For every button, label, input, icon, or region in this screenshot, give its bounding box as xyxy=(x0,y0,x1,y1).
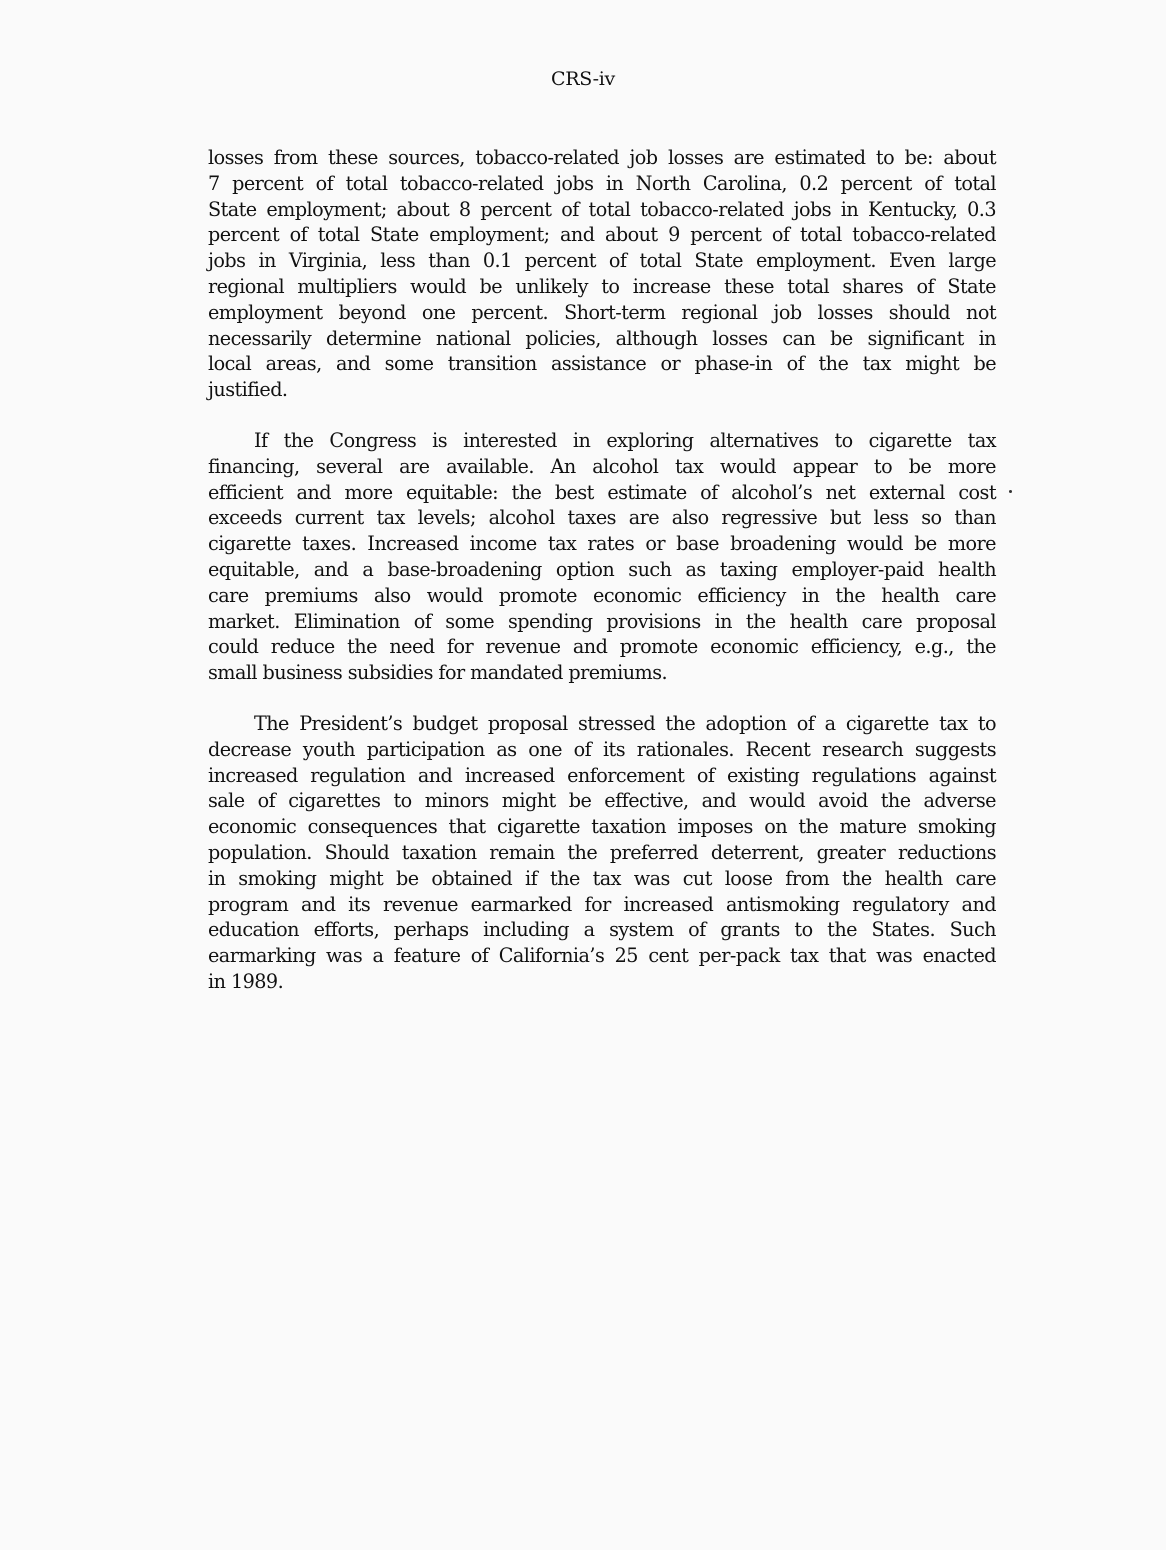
paragraph-alternatives xyxy=(208,428,996,686)
text-line: equitable, and a base-broadening option such as taxing employer-paid health xyxy=(208,557,996,581)
paragraph-job-losses xyxy=(208,145,996,403)
text-line: population. Should taxation remain the preferred deterrent, greater reductions xyxy=(208,840,996,864)
text-line: employment beyond one percent. Short-term regional job losses should not xyxy=(208,300,996,324)
page-header xyxy=(0,68,1166,90)
text-line: The President’s budget proposal stressed the adoption of a cigarette tax to xyxy=(254,711,996,735)
text-line: financing, several are available. An alcohol tax would appear to be more xyxy=(208,454,996,478)
text-line: justified. xyxy=(208,378,288,402)
text-line: sale of cigarettes to minors might be effective, and would avoid the adverse xyxy=(208,789,996,813)
text-line: program and its revenue earmarked for increased antismoking regulatory and xyxy=(208,892,996,916)
text-line: regional multipliers would be unlikely to increase these total shares of State xyxy=(208,274,996,298)
text-line: percent of total State employment; and about 9 percent of total tobacco-related xyxy=(208,223,996,247)
page-label: CRS-iv xyxy=(551,68,615,90)
text-line: decrease youth participation as one of its rationales. Recent research suggests xyxy=(208,737,996,761)
document-body xyxy=(208,145,996,1020)
paragraph-presidents-budget xyxy=(208,711,996,995)
text-line: efficient and more equitable: the best estimate of alcohol’s net external cost xyxy=(208,480,996,504)
text-line: increased regulation and increased enforcement of existing regulations against xyxy=(208,763,996,787)
text-line: earmarking was a feature of California’s 25 cent per-pack tax that was enacted xyxy=(208,944,996,968)
text-line: losses from these sources, tobacco-related job losses are estimated to be: about xyxy=(208,146,996,169)
text-line: could reduce the need for revenue and promote economic efficiency, e.g., the xyxy=(208,635,996,659)
text-line: necessarily determine national policies, although losses can be significant in xyxy=(208,326,996,350)
text-line: small business subsidies for mandated premiums. xyxy=(208,661,668,685)
text-line: If the Congress is interested in exploring alternatives to cigarette tax xyxy=(254,428,996,452)
scan-artifact-dot xyxy=(1009,490,1012,493)
text-line: cigarette taxes. Increased income tax rates or base broadening would be more xyxy=(208,532,996,556)
text-line: care premiums also would promote economic efficiency in the health care xyxy=(208,583,996,607)
text-line: 7 percent of total tobacco-related jobs in North Carolina, 0.2 percent of total xyxy=(208,171,996,195)
text-line: exceeds current tax levels; alcohol taxes are also regressive but less so than xyxy=(208,506,996,530)
text-line: in smoking might be obtained if the tax was cut loose from the health care xyxy=(208,866,996,890)
text-line: State employment; about 8 percent of total tobacco-related jobs in Kentucky, 0.3 xyxy=(208,197,996,221)
text-line: economic consequences that cigarette taxation imposes on the mature smoking xyxy=(208,815,996,839)
text-line: jobs in Virginia, less than 0.1 percent of total State employment. Even large xyxy=(208,249,996,273)
text-line: local areas, and some transition assistance or phase-in of the tax might be xyxy=(208,352,996,376)
text-line: market. Elimination of some spending provisions in the health care proposal xyxy=(208,609,996,633)
text-line: education efforts, perhaps including a system of grants to the States. Such xyxy=(208,918,996,942)
text-line: in 1989. xyxy=(208,969,284,993)
